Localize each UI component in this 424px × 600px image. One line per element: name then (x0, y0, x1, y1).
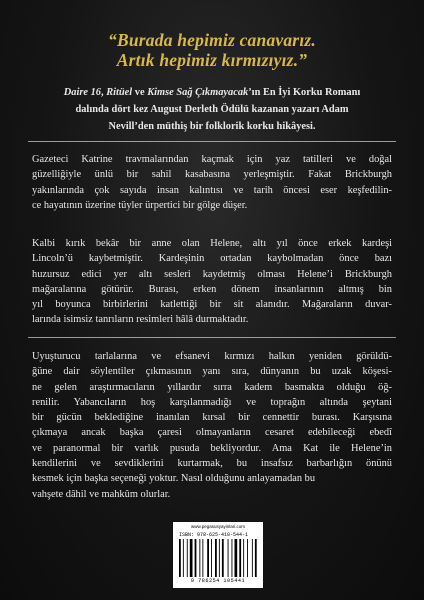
paragraph-line: mağaralarına götürür. Burası, erken dönem insanlarının altmış bin (32, 283, 392, 295)
barcode-bar (247, 539, 248, 577)
barcode-bar (179, 539, 181, 577)
lead-line-1-rest: ’ın En İyi Korku Romanı (248, 87, 361, 98)
barcode-bar (239, 539, 241, 577)
paragraph-line: ve paranormal bir varlık pusuda bekliyordur. Ama Kat ile Helene’in (32, 442, 392, 454)
paragraph-line: bir gücün beklediğine inanılan kırsal bir cennettir burası. Karşısına (32, 412, 392, 424)
barcode-bar (222, 539, 224, 577)
barcode-bar (199, 539, 200, 577)
isbn-text: ISBN: 978-625-410-544-1 (179, 532, 249, 538)
barcode-bar (183, 539, 184, 577)
lead-separator: , (100, 87, 107, 98)
paragraph-line: larında isimsiz tanrıların resimleri hâlâ durmaktadır. (32, 314, 249, 326)
paragraph-line: yıl boyunca birbirlerini katlettiği bir sit alanıdır. Mağaraların duvar- (32, 299, 392, 311)
book-title-kimse-sag-cikmayacak: Kimse Sağ Çıkmayacak (147, 87, 249, 98)
quote-line-2: Artık hepimiz kırmızıyız.” (116, 50, 308, 70)
barcode-bar (211, 539, 212, 577)
paragraph-line: kendilerini ve sevdiklerini kurtarmak, bu insafsız barbarlığın önünü (32, 458, 392, 470)
paragraph-line: kesmek için başka seçeneği yoktur. Nasıl olduğunu anlayamadan bu (32, 473, 316, 485)
book-title-rituel: Ritüel (106, 87, 133, 98)
barcode-bar (252, 539, 253, 577)
paragraph-line: yakınlarında çok sayıda insan kalıntısı ve tarih öncesi eser keşfedilin- (32, 184, 392, 196)
barcode-bar (202, 539, 203, 577)
paragraph-line: Gazeteci Katrine travmalarından kaçmak için yaz tatilleri ve doğal (32, 154, 392, 165)
paragraph-line: vahşete dâhil ve mahkûm olurlar. (32, 488, 171, 500)
barcode-bar (243, 539, 244, 577)
barcode-icon (179, 539, 257, 577)
lead-line-3: Nevill’den müthiş bir folklorik korku hikâyesi. (108, 121, 316, 132)
barcode-bar (215, 539, 217, 577)
barcode-label (173, 522, 263, 588)
paragraph-line: Uyuşturucu tarlalarına ve efsanevi kırmızı halkın yeniden görüldü- (32, 351, 392, 362)
barcode-bar (195, 539, 197, 577)
quote-line-1: “Burada hepimiz canavarız. (108, 30, 316, 50)
divider-middle (28, 337, 396, 338)
book-title-daire-16: Daire 16 (63, 87, 101, 98)
barcode-digits: 9 786254 105441 (190, 578, 246, 584)
paragraph-line: Lincoln’ü kaybetmiştir. Kardeşinin ortadan kaybolmadan önce bazı (32, 253, 392, 265)
barcode-bar (228, 539, 229, 577)
paragraph-line: ğüne dair söylentiler çıkmasının yanı sıra, dünyanın bu uzak köşesi- (32, 366, 392, 378)
barcode-bar (235, 539, 238, 577)
paragraph-line: ce hayatının üzerine tüyler ürpertici bir gölge düşer. (32, 199, 248, 211)
lead-separator: ve (132, 87, 148, 98)
barcode-bar (219, 539, 220, 577)
paragraph-line: huzursuz edici yer altı sesleri kaydetmiş olması Helene’i Brickburgh (32, 268, 392, 280)
paragraph-line: renilir. Yabancıların hoş karşılanmadığı ve toprağın altında şeytani (32, 396, 392, 408)
body-paragraph-3 (32, 349, 392, 502)
barcode-bar (232, 539, 233, 577)
body-paragraph-1 (32, 152, 392, 213)
body-paragraph-2 (32, 236, 392, 328)
barcode-bar (190, 539, 193, 577)
paragraph-line: Kalbi kırık bekâr bir anne olan Helene, altı yıl önce erkek kardeşi (32, 238, 392, 249)
barcode-bar (207, 539, 209, 577)
paragraph-line: çıkmaya ancak başka çaresi olmayanların cesaret edebileceği ebedî (32, 427, 392, 439)
publisher-url: www.pegasusyayinlari.com (190, 524, 246, 529)
paragraph-line: güzelliğiyle ünlü bir sahil kasabasına yerleşmiştir. Fakat Brickburgh (32, 169, 392, 181)
barcode-bar (255, 539, 257, 577)
lead-line-2: dalında dört kez August Derleth Ödülü kazanan yazarı Adam (75, 104, 349, 115)
lead-line-1 (42, 84, 382, 101)
barcode-bar (187, 539, 188, 577)
lead-paragraph (42, 84, 382, 135)
divider-top (28, 141, 396, 142)
paragraph-line: ne gelen araştırmacıların yıllardır sırra kadem basmakta olduğu öğ- (32, 381, 392, 393)
